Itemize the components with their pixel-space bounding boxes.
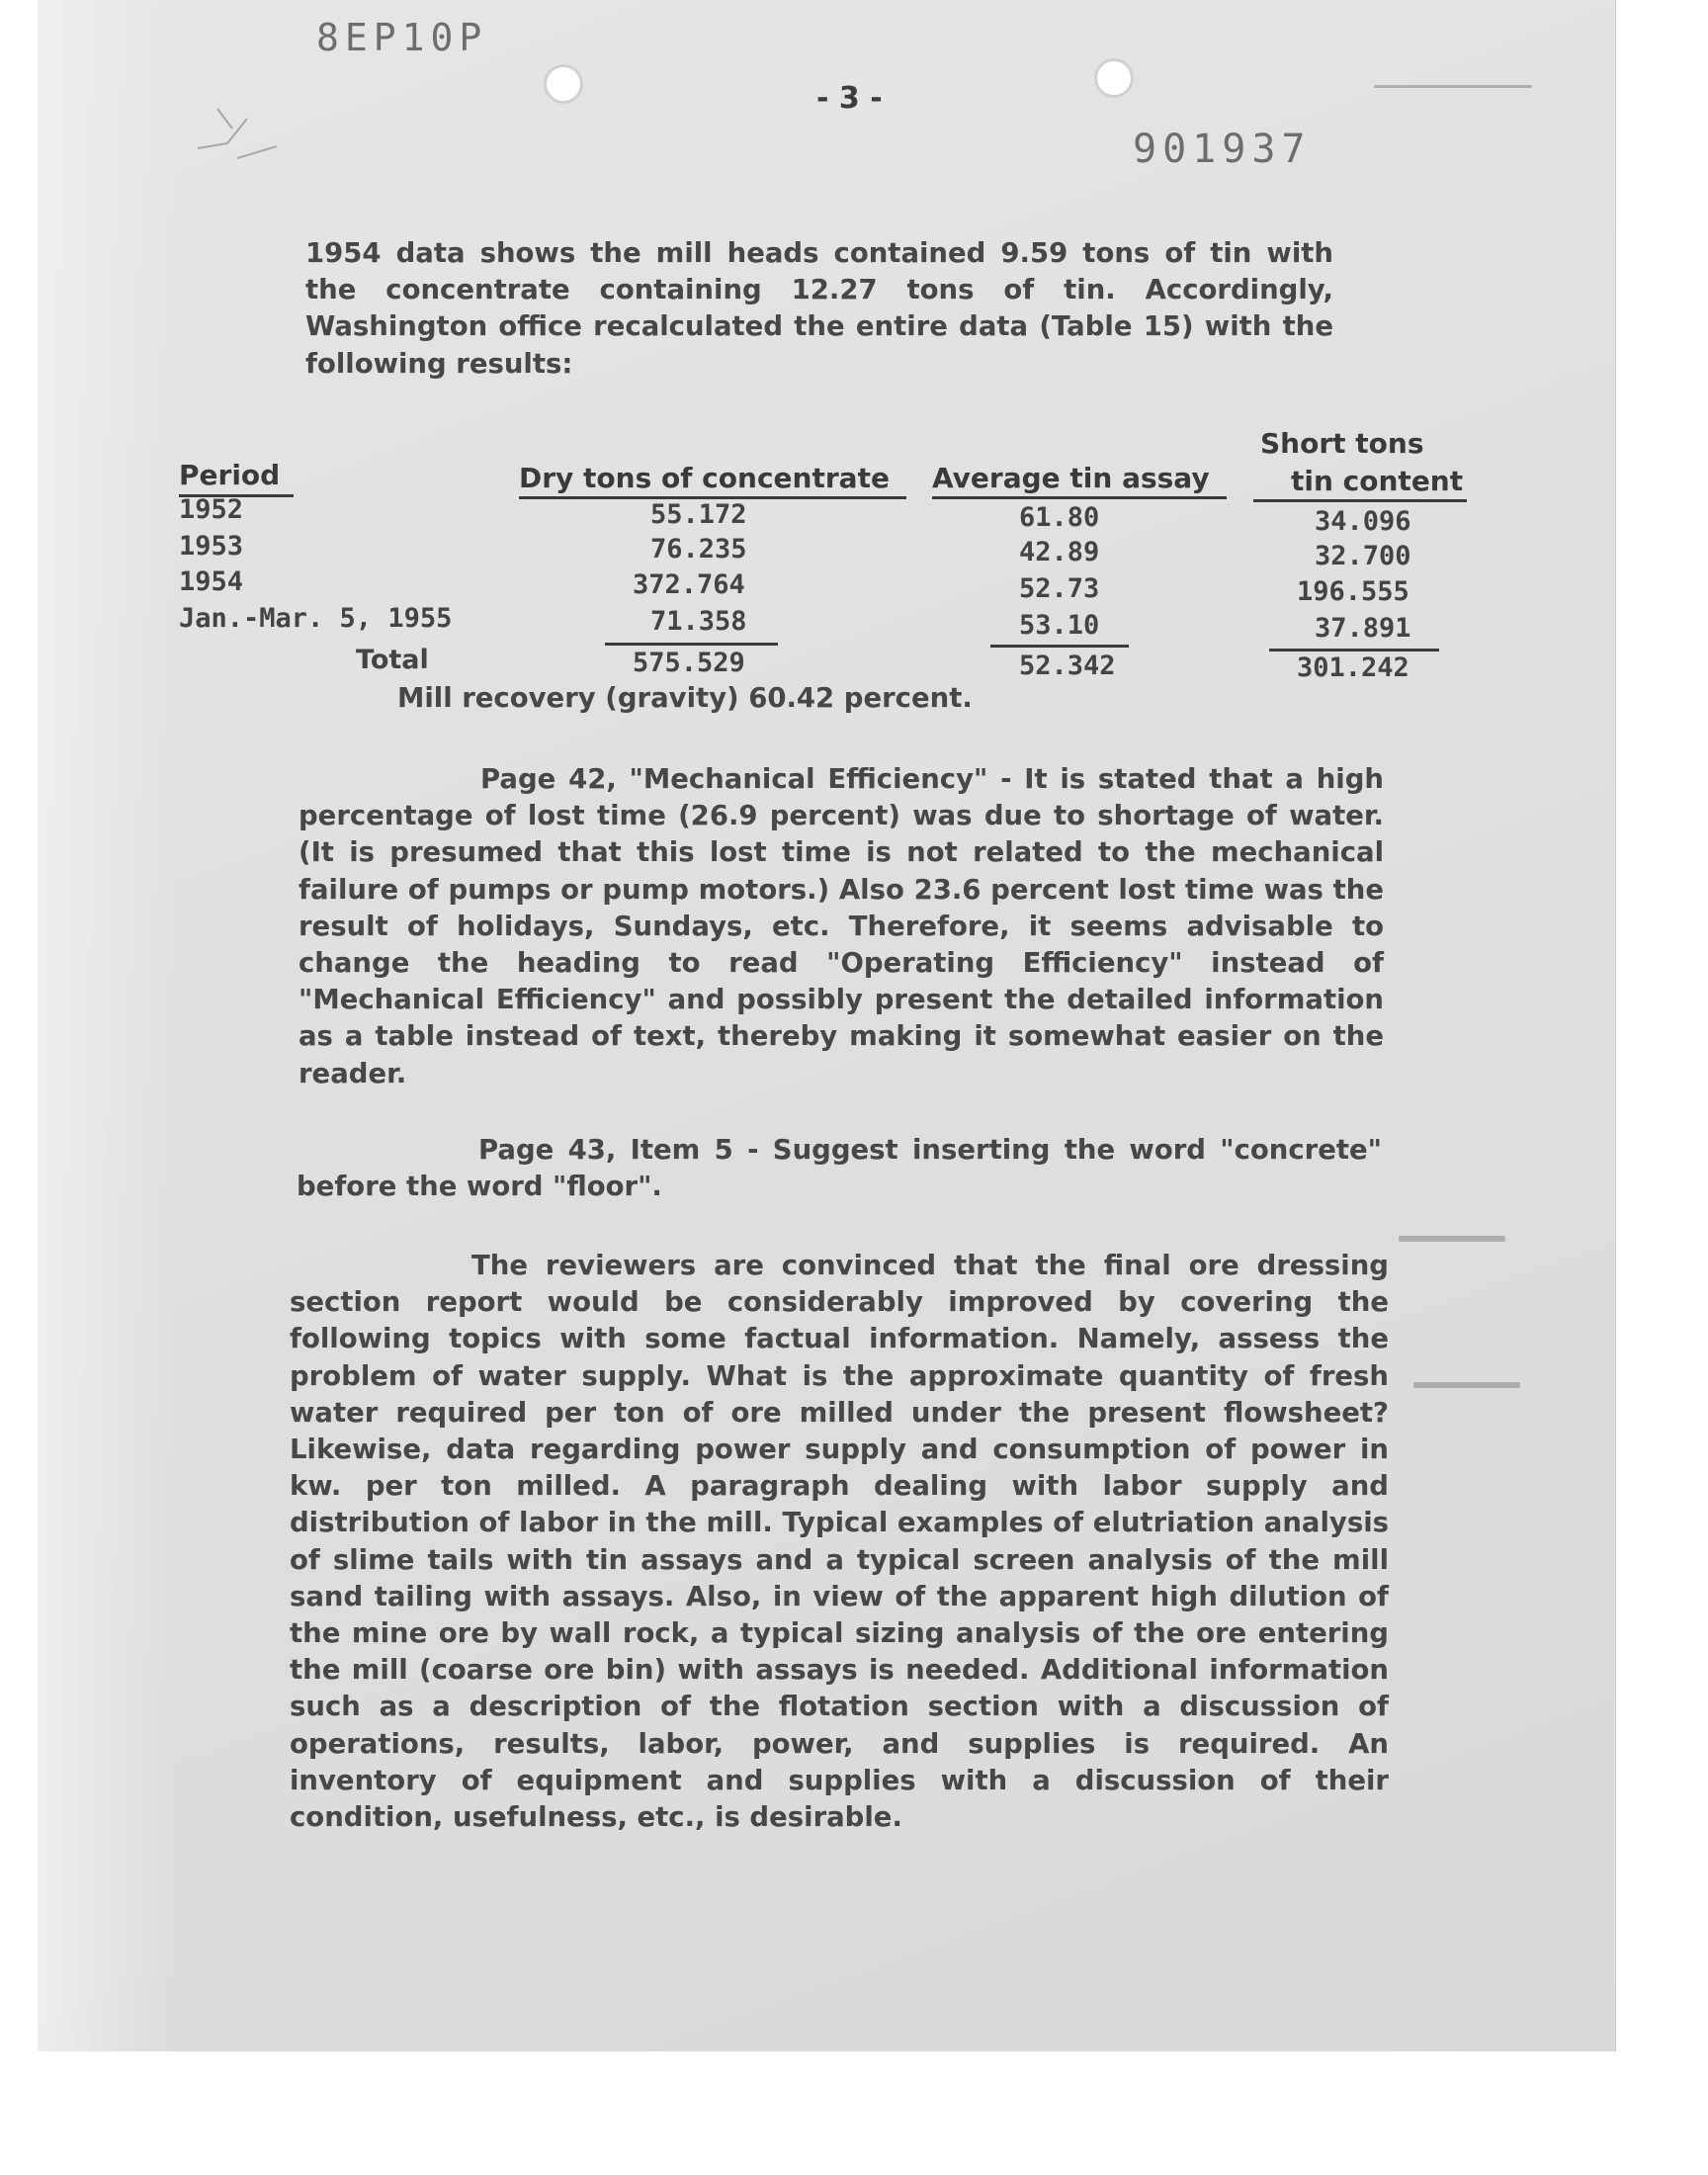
table-total-dry-tons: 575.529: [633, 648, 745, 678]
table-cell-tin: 32.700: [1315, 541, 1411, 571]
table-cell-dry-tons: 372.764: [633, 569, 745, 600]
table-cell-tin: 37.891: [1315, 613, 1411, 644]
punch-hole: [547, 67, 580, 101]
table-cell-period: 1954: [179, 566, 244, 597]
table-cell-period: 1953: [179, 531, 244, 562]
table-cell-tin: 196.555: [1297, 576, 1409, 607]
punch-hole: [1097, 61, 1131, 95]
table-cell-assay: 52.73: [1019, 573, 1100, 604]
recovery-note: Mill recovery (gravity) 60.42 percent.: [397, 682, 973, 714]
table-cell-assay: 61.80: [1019, 502, 1100, 533]
total-rule: [605, 643, 778, 646]
smudge: [1399, 1236, 1505, 1242]
stray-mark-icon: [188, 89, 297, 168]
table-cell-assay: 53.10: [1019, 610, 1100, 641]
stamp-code: 8EP10P: [316, 16, 488, 59]
table-total-label: Total: [356, 645, 429, 675]
table-cell-tin: 34.096: [1315, 506, 1411, 537]
table-cell-dry-tons: 76.235: [650, 534, 747, 565]
header-underline: [932, 496, 1227, 499]
intro-paragraph: 1954 data shows the mill heads contained 9.59 tons of tin with the concentrate containing 12.27 tons of tin. Accordingly, Washington office recalculated the entire data (Table 15) with the following results:: [305, 237, 1333, 380]
col-header-tin-content: tin content: [1291, 465, 1464, 497]
col-header-dry-tons: Dry tons of concentrate: [519, 462, 890, 494]
table-cell-dry-tons: 71.358: [650, 606, 747, 637]
col-header-period: Period: [179, 459, 281, 491]
table-cell-assay: 42.89: [1019, 537, 1100, 567]
col-header-assay: Average tin assay: [932, 462, 1210, 494]
total-rule: [1269, 649, 1439, 652]
page-number: - 3 -: [816, 81, 883, 116]
total-rule: [990, 645, 1129, 648]
smudge: [1374, 85, 1532, 88]
paragraph-reviewers: The reviewers are convinced that the final ore dressing section report would be considerably improved by covering the following topics with some factual information. Namely, assess the problem of water supply. What is the approximate quantity of fresh water required per ton of ore milled under the present flowsheet? Likewise, data regarding power supply and consumption of power in kw. per ton milled. A paragraph dealing with labor supply and distribution of labor in the mill. Typical examples of elutriation analysis of slime tails with tin assays and a typical screen analysis of the mill sand tailing with assays. Also, in view of the apparent high dilution of the mine ore by wall rock, a typical sizing analysis of the ore entering the mill (coarse ore bin) with assays is needed. Additional information such as a description of the flotation section with a discussion of operations, results, labor, power, and supplies is required. An inventory of equipment and supplies with a discussion of their condition, usefulness, etc., is desirable.: [290, 1250, 1389, 1834]
page-shadow: [38, 0, 176, 2051]
header-underline: [1253, 499, 1467, 502]
table-total-tin: 301.242: [1297, 652, 1409, 683]
table-total-assay: 52.342: [1019, 651, 1116, 681]
paragraph-mechanical-efficiency: Page 42, "Mechanical Efficiency" - It is stated that a high percentage of lost time (26.9 percent) was due to shortage of water. (It is presumed that this lost time is not related to the mechanical failure of pumps or pump motors.) Also 23.6 percent lost time was the result of holidays, Sundays, etc. Therefore, it seems advisable to change the heading to read "Operating Efficiency" instead of "Mechanical Efficiency" and possibly present the detailed information as a table instead of text, thereby making it somewhat easier on the reader.: [299, 763, 1384, 1089]
smudge: [1413, 1382, 1520, 1388]
table-cell-period: Jan.-Mar. 5, 1955: [179, 603, 453, 634]
table-cell-dry-tons: 55.172: [650, 499, 747, 530]
col-header-short-tons: Short tons: [1260, 427, 1424, 460]
document-number: 901937: [1133, 127, 1312, 172]
table-cell-period: 1952: [179, 494, 244, 525]
paragraph-item-5: Page 43, Item 5 - Suggest inserting the word "concrete" before the word "floor".: [297, 1134, 1382, 1203]
